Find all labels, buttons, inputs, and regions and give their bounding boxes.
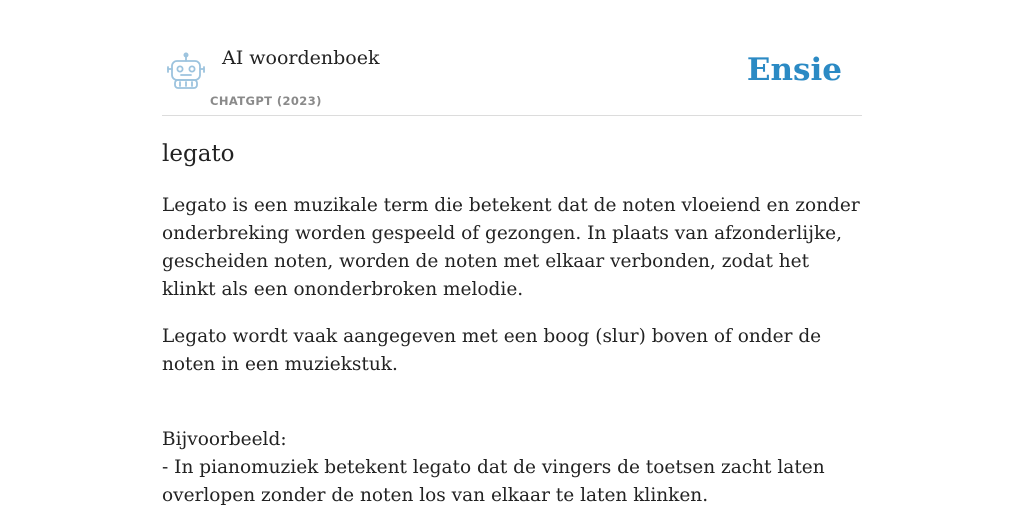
example-heading: Bijvoorbeeld:	[162, 429, 287, 450]
entry-term: legato	[162, 141, 235, 167]
page	[162, 0, 862, 512]
dictionary-source-title[interactable]: AI woordenboek	[222, 47, 380, 69]
definition-paragraph-2: Legato wordt vaak aangegeven met een boog (slur) boven of onder de noten in een muziekstuk.	[162, 326, 822, 375]
definition-paragraph-1: Legato is een muzikale term die betekent dat de noten vloeiend en zonder onderbreking worden gespeeld of gezongen. In plaats van afzonderlijke, gescheiden noten, worden de noten met elkaar verbonden, zodat het klinkt als een ononderbroken melodie.	[162, 195, 860, 300]
entry-definition	[162, 192, 862, 510]
entry-header	[162, 0, 862, 116]
brand-logo[interactable]: Ensie	[746, 52, 842, 88]
robot-icon	[166, 52, 206, 90]
example-item-1: - In pianomuziek betekent legato dat de vingers de toetsen zacht laten overlopen zonder de noten los van elkaar te laten klinken.	[162, 457, 825, 506]
dictionary-source-subtitle: CHATGPT (2023)	[210, 94, 322, 108]
paragraph-spacer	[162, 398, 862, 426]
